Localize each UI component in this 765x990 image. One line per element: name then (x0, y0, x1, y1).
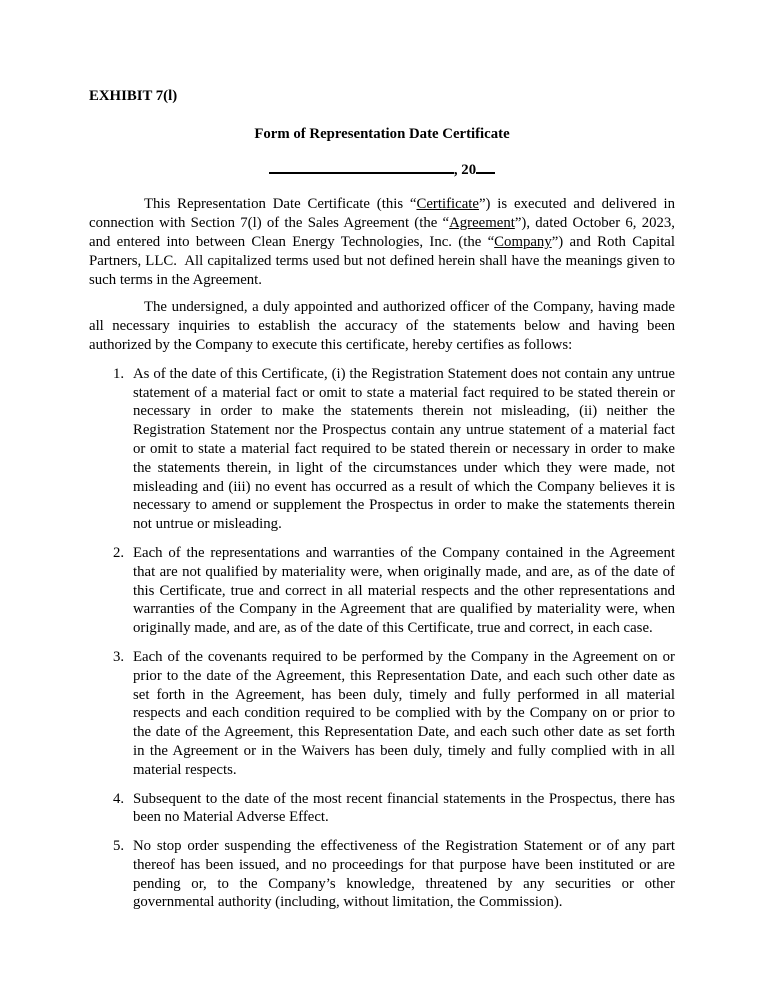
paragraph-text: ”) is executed and delivered in connection with Section 7(l) of the Sales Agreement (the “ (89, 196, 675, 232)
item-number: 4. (113, 790, 125, 807)
list-item (89, 790, 675, 828)
exhibit-label: EXHIBIT 7(l) (89, 88, 178, 104)
item-number: 2. (113, 544, 125, 561)
numbered-list (89, 365, 675, 913)
year-blank-field (476, 159, 495, 174)
item-text: No stop order suspending the effectiveness of the Registration Statement or of any part thereof has been issued, and no proceedings for that purpose have been instituted or are pending or, to the Company’s knowledge, threatened by any securities or other governmental authority (including, without limitation, the Commission). (133, 838, 675, 911)
item-number: 5. (113, 838, 125, 855)
item-number: 1. (113, 365, 125, 382)
item-number: 3. (113, 648, 125, 665)
list-item (89, 544, 675, 638)
paragraph-text: ”), dated October 6, 2023, and entered into between Clean Energy Technologies, Inc. (the “ (89, 215, 675, 250)
date-year-prefix: , 20 (453, 161, 477, 178)
item-text: Subsequent to the date of the most recent financial statements in the Prospectus, there has been no Material Adverse Effect. (133, 790, 675, 826)
date-line (89, 159, 675, 180)
paragraph-text: This Representation Date Certificate (this “ (144, 196, 417, 213)
paragraph-text: ”) and Roth Capital Partners, LLC. All capitalized terms used but not defined herein shall have the meanings given to such terms in the Agreement. (89, 233, 675, 288)
intro-paragraph (89, 195, 675, 289)
item-text: As of the date of this Certificate, (i) the Registration Statement does not contain any untrue statement of a material fact or omit to state a material fact required to be stated therein or necessary in order to make the statements therein not misleading, (ii) neither the Registration Statement nor the Prospectus contain any untrue statement of a material fact or omit to state a material fact required to be stated therein or necessary in order to make the statements therein, in light of the circumstances under which they were made, not misleading and (iii) no event has occurred as a result of which the Company believes it is necessary to amend or supplement the Prospectus in order to make the statements therein not untrue or misleading. (133, 365, 675, 533)
list-item (89, 648, 675, 780)
list-item (89, 365, 675, 534)
item-text: Each of the representations and warranties of the Company contained in the Agreement that are not qualified by materiality were, when originally made, and are, as of the date of this Certificate, true and correct in all material respects and the other representations and warranties of the Company in the Agreement that are qualified by materiality were, when originally made, and are, as of the date of this Certificate, true and correct, in each case. (133, 544, 675, 637)
defined-term-certificate: Certificate (416, 196, 479, 213)
defined-term-company: Company (494, 233, 552, 250)
certification-paragraph: The undersigned, a duly appointed and authorized officer of the Company, having made all necessary inquiries to establish the accuracy of the statements below and having been authorized by the Company to execute this certificate, hereby certifies as follows: (89, 299, 675, 353)
item-text: Each of the covenants required to be performed by the Company in the Agreement on or prior to the date of the Agreement, this Representation Date, and each such other date as set forth in the Agreement, has been duly, timely and fully performed in all material respects and each condition required to be complied with by the Company on or prior to the date of the Agreement, this Representation Date, and each such other date as set forth in the Agreement or in the Waivers has been duly, timely and fully complied with in all material respects. (133, 648, 675, 778)
document-title: Form of Representation Date Certificate (254, 125, 510, 142)
date-blank-field (269, 159, 454, 174)
list-item (89, 837, 675, 912)
defined-term-agreement: Agreement (449, 215, 515, 232)
